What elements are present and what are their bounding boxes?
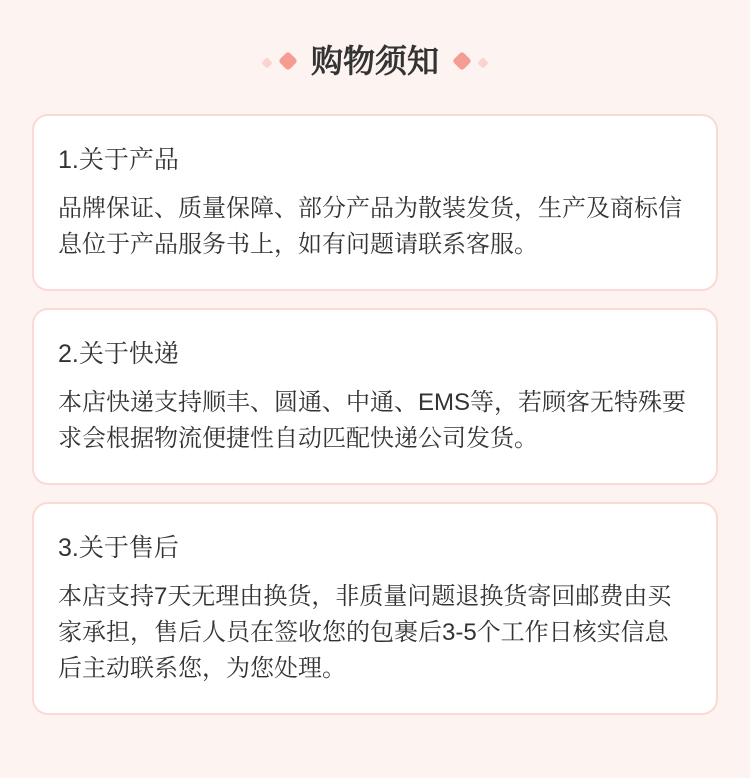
notice-card-body: 本店支持7天无理由换货，非质量问题退换货寄回邮费由买家承担，售后人员在签收您的包裹后3-5个工作日核实信息后主动联系您，为您处理。 [58, 583, 672, 682]
notice-card-product [32, 114, 718, 291]
notice-card-heading: 3.关于售后 [58, 534, 179, 562]
notice-card-shipping [32, 308, 718, 485]
notice-card-heading: 2.关于快递 [58, 340, 179, 368]
diamond-large-left-icon [278, 51, 298, 71]
notice-card-body: 本店快递支持顺丰、圆通、中通、EMS等，若顾客无特殊要求会根据物流便捷性自动匹配快递公司发货。 [58, 389, 687, 452]
diamond-small-left-icon [261, 57, 272, 68]
notice-card-list [0, 114, 750, 715]
notice-card-aftersale [32, 502, 718, 715]
notice-card-body: 品牌保证、质量保障、部分产品为散装发货，生产及商标信息位于产品服务书上，如有问题请联系客服。 [58, 195, 682, 258]
diamond-small-right-icon [477, 57, 488, 68]
notice-card-heading: 1.关于产品 [58, 146, 179, 174]
page-title: 购物须知 [310, 43, 439, 79]
page-header [0, 40, 750, 82]
diamond-large-right-icon [452, 51, 472, 71]
